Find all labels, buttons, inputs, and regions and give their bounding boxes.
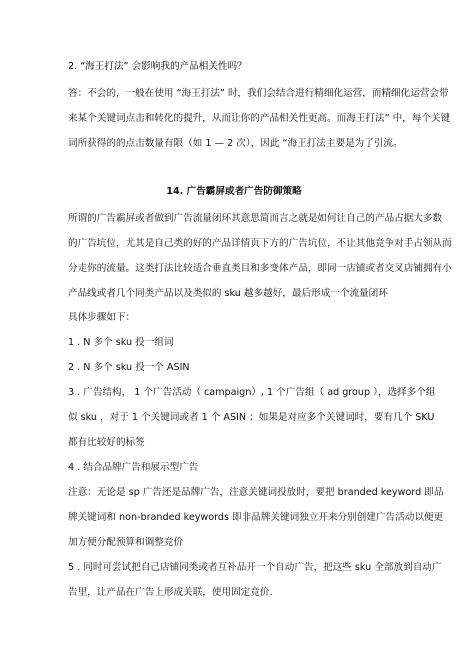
intro-line-4: 产品线或者几个同类产品以及类似的 sku 越多越好，最后形成一个流量闭环 — [68, 288, 388, 299]
note-line-3: 加方便分配预算和调整竞价 — [68, 537, 184, 548]
step-2: 2 . N 多个 sku 投一个 ASIN — [68, 362, 190, 373]
step-5-line-2: 告里，让产品在广告上形成关联，使用固定竞价. — [68, 587, 273, 598]
answer-line-1: 答：不会的，一般在使用 “海王打法” 时，我们会结合进行精细化运营，而精细化运营会带 — [68, 88, 449, 99]
question-2-title: 2. “海王打法” 会影响我的产品相关性吗？ — [68, 61, 247, 72]
step-3-line-3: 都有比较好的标签 — [68, 437, 145, 448]
step-4: 4 . 结合品牌广告和展示型广告 — [68, 462, 199, 473]
section-heading: 14. 广告霸屏或者广告防御策略 — [166, 186, 302, 197]
answer-line-2: 来某个关键词点击和转化的提升，从而让你的产品相关性更高。而海王打法” 中，每个关键 — [68, 113, 451, 124]
intro-line-3: 分走你的流量。这类打法比较适合垂直类目和多变体产品，即同一店铺或者交叉店铺拥有小 — [68, 263, 452, 274]
step-3-line-2: 似 sku ，对于 1 个关键词或者 1 个 ASIN ；如果是对应多个关键词时，要有几个 SKU — [68, 412, 435, 423]
intro-line-1: 所谓的广告霸屏或者做到广告流量闭环其意思简而言之就是如何让自己的产品占据大多数 — [68, 213, 443, 224]
step-1: 1 . N 多个 sku 投一组词 — [68, 337, 174, 348]
intro-line-2: 的广告坑位，尤其是自己类的好的产品详情页下方的广告坑位，不让其他竞争对手占领从而 — [68, 238, 452, 249]
note-line-1: 注意：无论是 sp 广告还是品牌广告，注意关键词投放时，要把 branded keyword 即品 — [68, 487, 444, 498]
steps-label: 具体步骤如下： — [68, 312, 136, 323]
step-5-line-1: 5 . 同时可尝试把自己店铺同类或者互补品开一个自动广告，把这些 sku 全部放到自动广 — [68, 562, 442, 573]
note-line-2: 牌关键词和 non-branded keywords 即非品牌关键词独立开来分别创建广告活动以便更 — [68, 512, 444, 523]
answer-line-3: 词所获得的的点击数量有限（如 1 — 2 次），因此 “海王打法主要是为了引流。 — [68, 138, 403, 149]
step-3-line-1: 3 . 广告结构， 1 个广告活动（ campaign）, 1 个广告组（ ad group ），选择多个组 — [68, 387, 436, 398]
